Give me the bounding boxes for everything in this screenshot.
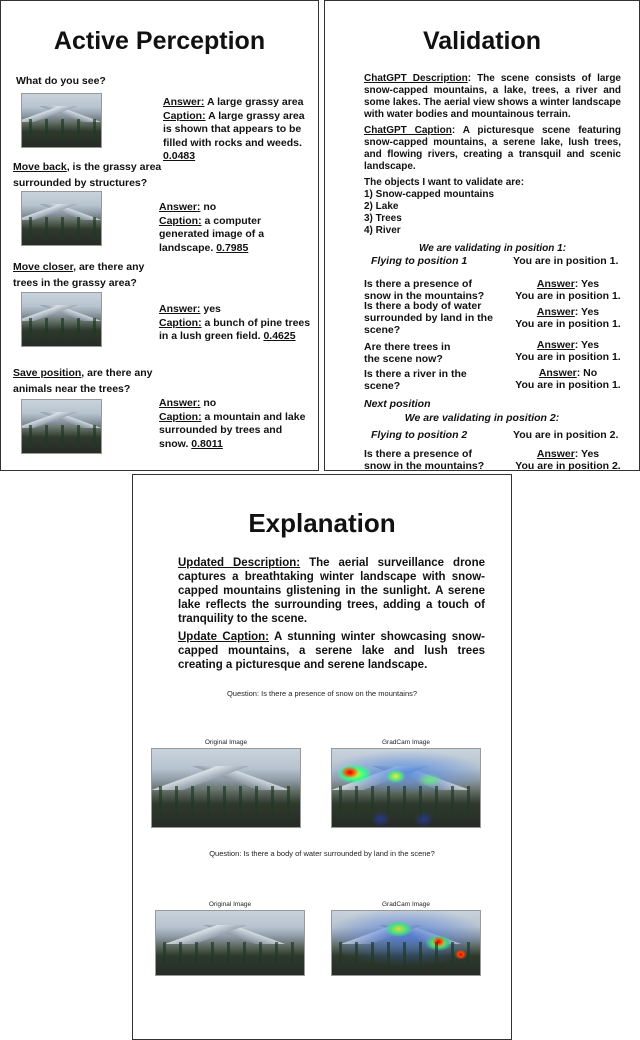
object-item: 1) Snow-capped mountains (364, 189, 495, 200)
gradcam-image (331, 910, 481, 976)
scene-image (21, 93, 102, 148)
scene-image (21, 399, 102, 454)
answer-block (513, 278, 623, 302)
text: : The scene consists of large snow-capped mountains, a lake, trees, a river and some lakes. The aerial view shows a winter landscape with water bodies and mountainous terrain. (364, 73, 621, 120)
answer-label: Answer (536, 306, 575, 318)
step-result (163, 96, 309, 164)
scene-image (21, 292, 102, 347)
score: 0.4625 (263, 330, 296, 342)
score: 0.8011 (191, 437, 223, 450)
step-prompt (16, 75, 106, 89)
text: : A picturesque scene featuring snow-capped mountains, a serene lake, lush trees, and flowing rivers, creating a transquil and scenic landscape. (364, 125, 621, 172)
action: Save position (13, 367, 82, 379)
validation-text (364, 73, 621, 255)
question: Is there a river in the scene? (364, 368, 467, 392)
object-item: 4) River (364, 225, 401, 236)
explanation-text (178, 556, 485, 672)
answer: no (200, 201, 217, 213)
position-status: You are in position 1. (515, 290, 621, 302)
scene-image (21, 191, 102, 246)
object-item: 3) Trees (364, 213, 402, 224)
answer: : Yes (574, 306, 600, 318)
image-label: Original Image (204, 739, 248, 746)
original-image (151, 748, 301, 828)
validating-heading: We are validating in position 2: (404, 412, 560, 424)
label: Updated Description: (178, 557, 301, 569)
chatgpt-description (364, 73, 621, 121)
flying-status: Flying to position 1 (371, 255, 468, 267)
step-prompt (13, 159, 163, 191)
question: Is there a presence of snow in the mountains? (364, 278, 485, 302)
question: , are there any trees in the grassy area? (13, 261, 145, 289)
action: Move closer (13, 261, 74, 273)
panel-title: Active Perception (53, 27, 266, 55)
updated-caption (178, 630, 485, 672)
answer: yes (200, 303, 221, 315)
caption-label: Caption: (159, 410, 202, 423)
position-status: You are in position 1. (513, 255, 619, 267)
validating-heading: We are validating in position 1: (418, 243, 567, 254)
step-prompt (13, 259, 158, 291)
flying-status: Flying to position 2 (371, 429, 468, 441)
image-label: GradCam Image (381, 739, 431, 746)
updated-description (178, 556, 485, 626)
label: ChatGPT Description (364, 73, 468, 84)
position-status: You are in position 2. (513, 429, 619, 441)
image-label: GradCam Image (381, 901, 431, 908)
answer-label: Answer (538, 367, 577, 379)
answer-label: Answer: (163, 96, 205, 108)
answer-block (513, 448, 623, 472)
question: , are there any animals near the trees? (13, 367, 153, 395)
answer-label: Answer: (159, 201, 201, 213)
caption-label: Caption: (159, 214, 202, 227)
original-image (155, 910, 305, 976)
panel-title: Validation (422, 27, 542, 55)
step-result (159, 397, 309, 451)
answer-block (513, 339, 623, 363)
next-position: Next position (364, 398, 431, 410)
answer: : Yes (574, 448, 600, 460)
answer-label: Answer (536, 448, 575, 460)
step-result (159, 303, 314, 344)
step-prompt (13, 365, 163, 397)
caption-label: Caption: (163, 109, 206, 122)
position-status: You are in position 2. (515, 460, 621, 472)
question: Is there a presence of snow in the mountains? (364, 448, 485, 472)
answer: : Yes (574, 339, 600, 351)
explanation-panel (132, 474, 512, 1040)
question: What do you see? (16, 75, 106, 87)
text: The aerial surveillance drone captures a breathtaking winter landscape with snow-capped mountains glistening in the sunlight. A serene lake reflects the surrounding trees, adding a touch of tranquility to the scene. (178, 557, 485, 625)
answer-label: Answer (536, 339, 575, 351)
gradcam-image (331, 748, 481, 828)
action: Move back (13, 161, 67, 173)
text: A stunning winter showcasing snow-capped mountains, a serene lake and lush trees creating a picturesque and serene landscape. (178, 631, 485, 671)
image-label: Original Image (208, 901, 252, 908)
answer-block (513, 367, 623, 391)
answer-block (513, 306, 623, 330)
active-perception-panel (0, 0, 319, 471)
object-item: 2) Lake (364, 201, 399, 212)
question-2: Question: Is there a body of water surrounded by land in the scene? (209, 849, 435, 858)
answer: A large grassy area (204, 96, 304, 108)
heatmap-overlay (332, 749, 480, 827)
validation-panel (324, 0, 640, 471)
question: , is the grassy area surrounded by structures? (13, 161, 162, 189)
position-status: You are in position 1. (515, 318, 621, 330)
caption: a computer generated image of a landscape. (159, 214, 265, 254)
caption: a bunch of pine trees in a lush green field. (159, 316, 311, 342)
answer: no (200, 397, 217, 409)
position-status: You are in position 1. (515, 379, 621, 391)
caption: A large grassy area is shown that appears to be filled with rocks and weeds. (163, 109, 305, 149)
step-result (159, 201, 309, 255)
answer-label: Answer (536, 278, 575, 290)
heatmap-overlay (332, 911, 480, 975)
label: ChatGPT Caption (364, 125, 452, 136)
question-1: Question: Is there a presence of snow on the mountains? (226, 689, 418, 698)
objects-intro: The objects I want to validate are: (364, 177, 525, 188)
answer: : Yes (574, 278, 600, 290)
caption: a mountain and lake surrounded by trees and snow. (159, 410, 306, 450)
chatgpt-caption (364, 125, 621, 173)
label: Update Caption: (178, 631, 270, 643)
panel-title: Explanation (248, 508, 396, 538)
position-status: You are in position 1. (515, 351, 621, 363)
question: Are there trees in the scene now? (364, 341, 451, 365)
score: 0.7985 (216, 241, 249, 254)
answer-label: Answer: (159, 303, 201, 315)
caption-label: Caption: (159, 316, 202, 329)
answer-label: Answer: (159, 397, 201, 409)
score: 0.0483 (163, 150, 196, 162)
question: Is there a body of water surrounded by land in the scene? (364, 300, 493, 336)
answer: : No (576, 367, 598, 379)
